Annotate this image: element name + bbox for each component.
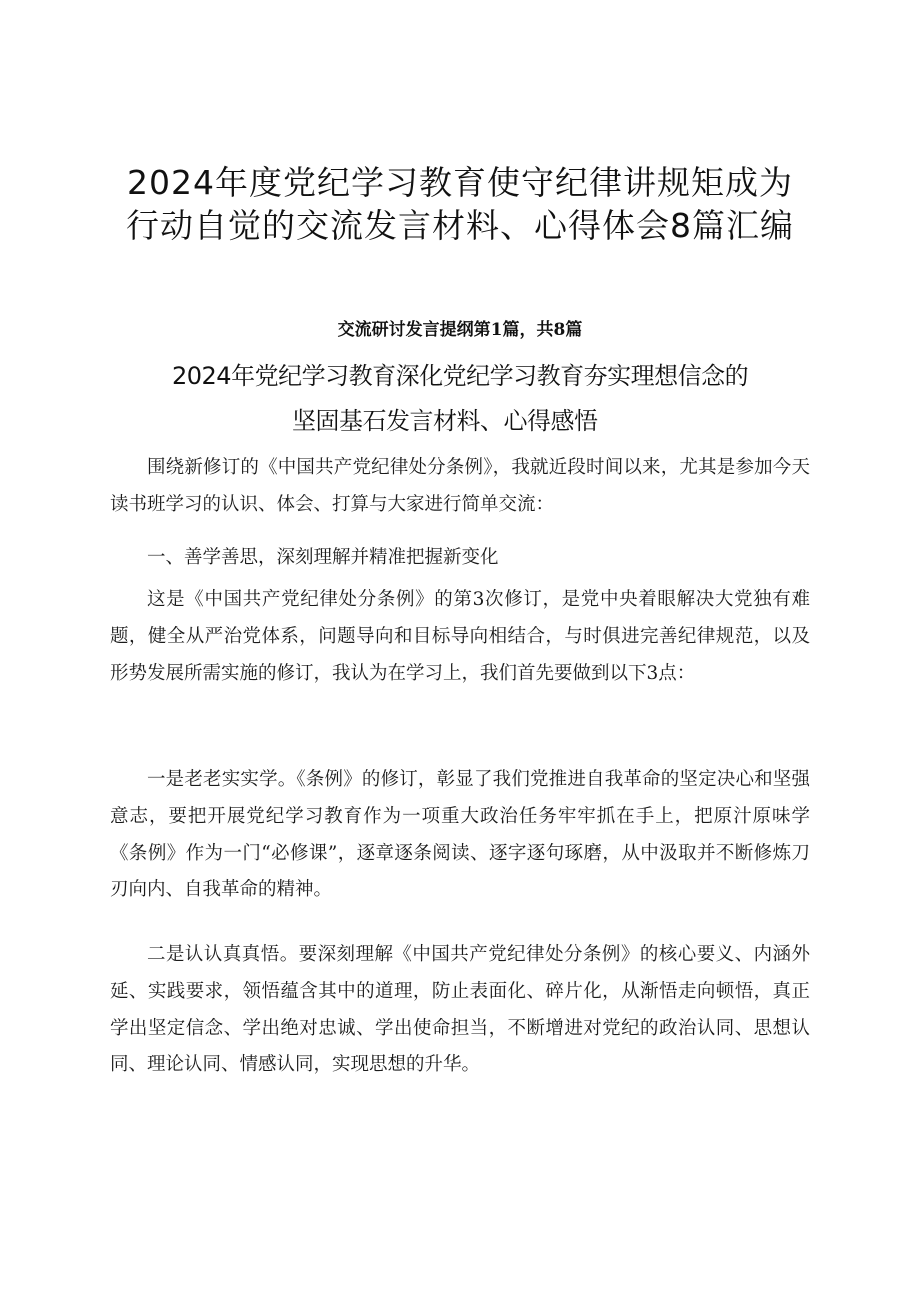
paragraph-intro xyxy=(110,450,810,524)
paragraph-text: 这是《中国共产党纪律处分条例》的第3次修订，是党中央着眼解决大党独有难题，健全从严治党体系，问题导向和目标导向相结合，与时俱进完善纪律规范，以及形势发展所需实施的修订，我认为在学习上，我们首先要做到以下3点： xyxy=(110,589,810,684)
document-title-line-1: 2024年度党纪学习教育使守纪律讲规矩成为 xyxy=(127,163,793,202)
paragraph-study xyxy=(110,762,810,909)
article-title-line-2: 坚固基石发言材料、心得感悟 xyxy=(292,407,598,435)
paragraph-text: 一是老老实实学。《条例》的修订，彰显了我们党推进自我革命的坚定决心和坚强意志，要把开展党纪学习教育作为一项重大政治任务牢牢抓在手上，把原汁原味学《条例》作为一门“必修课”，逐章逐条阅读、逐字逐句琢磨，从中汲取并不断修炼刀刃向内、自我革命的精神。 xyxy=(110,769,810,901)
paragraph-understand xyxy=(110,937,810,1084)
paragraph-text: 围绕新修订的《中国共产党纪律处分条例》，我就近段时间以来，尤其是参加今天读书班学习的认识、体会、打算与大家进行简单交流： xyxy=(110,457,810,515)
paragraph-revision xyxy=(110,582,810,692)
section-subtitle: 交流研讨发言提纲第1篇，共8篇 xyxy=(337,320,583,340)
document-title-line-2: 行动自觉的交流发言材料、心得体会8篇汇编 xyxy=(126,206,794,245)
article-title-line-1: 2024年党纪学习教育深化党纪学习教育夯实理想信念的 xyxy=(172,362,749,390)
paragraph-text: 二是认认真真悟。要深刻理解《中国共产党纪律处分条例》的核心要义、内涵外延、实践要求，领悟蕴含其中的道理，防止表面化、碎片化，从渐悟走向顿悟，真正学出坚定信念、学出绝对忠诚、学出使命担当，不断增进对党纪的政治认同、思想认同、理论认同、情感认同，实现思想的升华。 xyxy=(110,944,810,1076)
paragraph-heading-one xyxy=(110,540,810,577)
paragraph-text: 一、善学善思，深刻理解并精准把握新变化 xyxy=(147,547,499,568)
